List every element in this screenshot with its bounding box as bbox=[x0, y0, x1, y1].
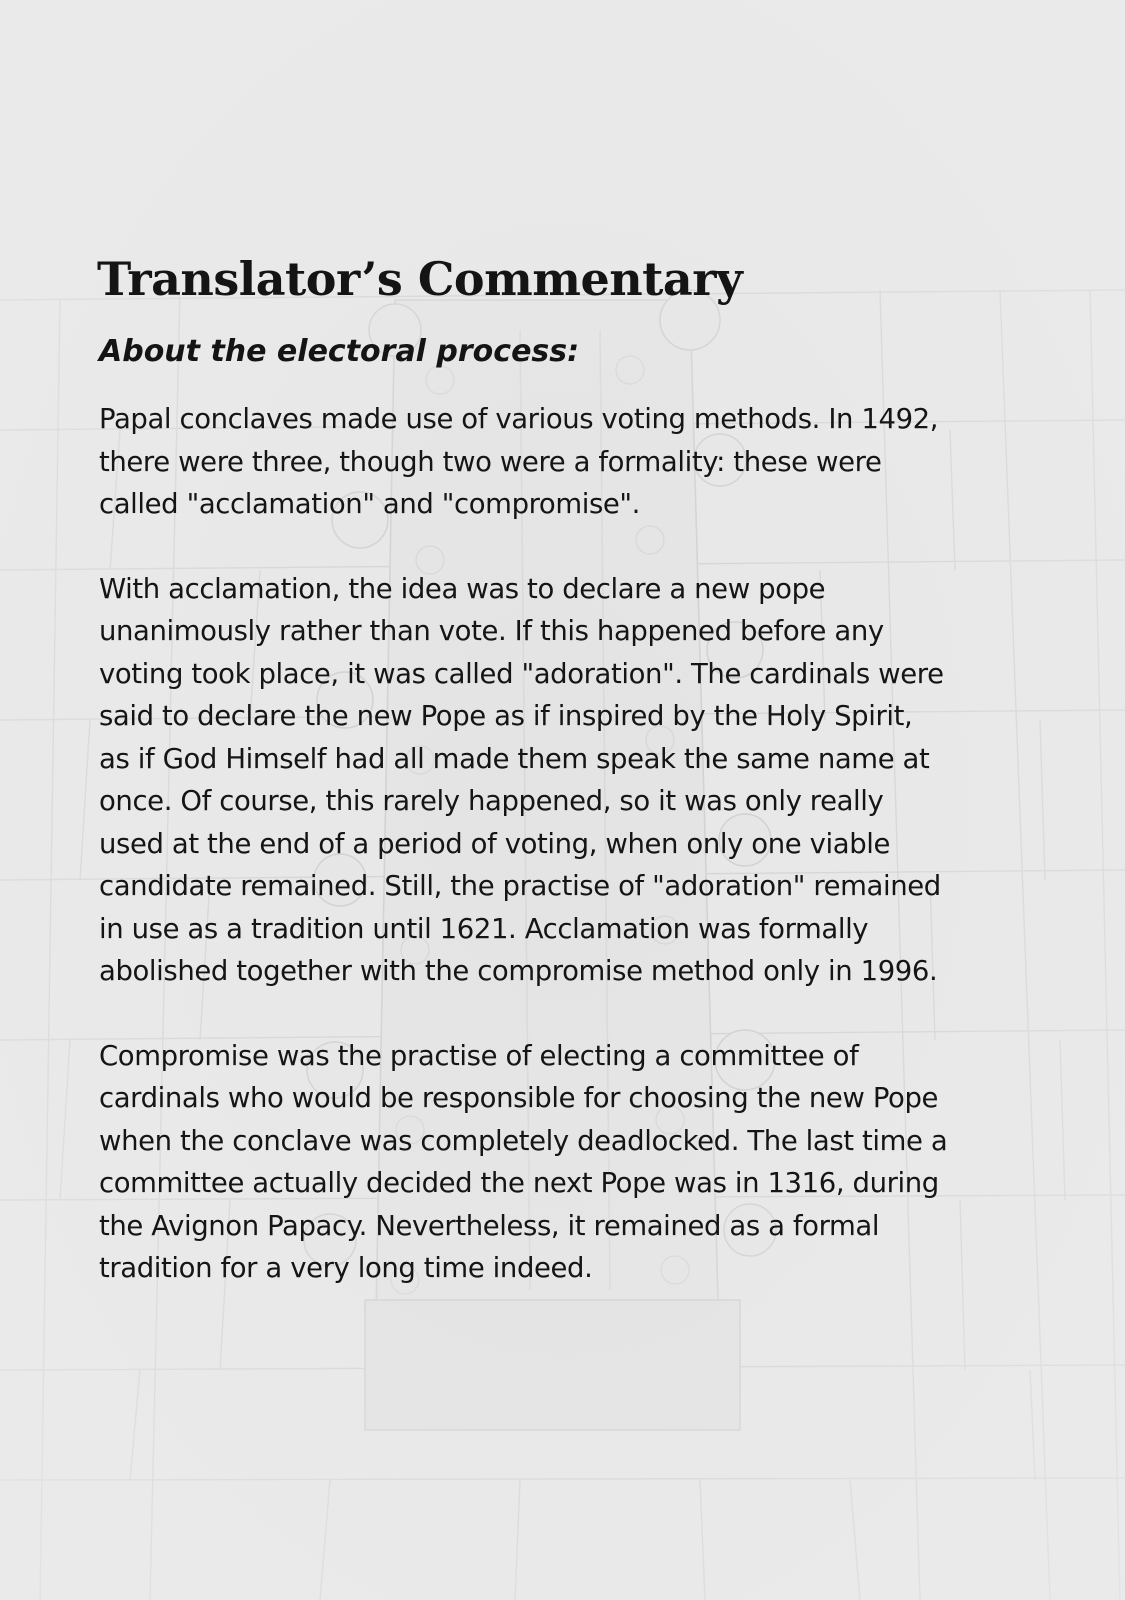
section-heading: About the electoral process: bbox=[99, 334, 580, 369]
paragraph-acclamation: With acclamation, the idea was to declare a new pope unanimously rather than vote. If this happened before any voting took place, it was called "adoration". The cardinals were said to declare the new Pope as if inspired by the Holy Spirit, as if God Himself had all made them speak the same name at once. Of course, this rarely happened, so it was only really used at the end of a period of voting, when only one viable candidate remained. Still, the practise of "adoration" remained in use as a tradition until 1621. Acclamation was formally abolished together with the compromise method only in 1996. bbox=[99, 572, 944, 987]
paragraph-voting-methods: Papal conclaves made use of various voting methods. In 1492, there were three, though two were a formality: these were called "acclamation" and "compromise". bbox=[99, 403, 939, 520]
page-title: Translator’s Commentary bbox=[97, 252, 743, 306]
paragraph-compromise: Compromise was the practise of electing a committee of cardinals who would be responsible for choosing the new Pope when the conclave was completely deadlocked. The last time a committee actually decided the next Pope was in 1316, during the Avignon Papacy. Nevertheless, it remained as a formal tradition for a very long time indeed. bbox=[99, 1039, 948, 1284]
commentary-content bbox=[97, 250, 1027, 1290]
